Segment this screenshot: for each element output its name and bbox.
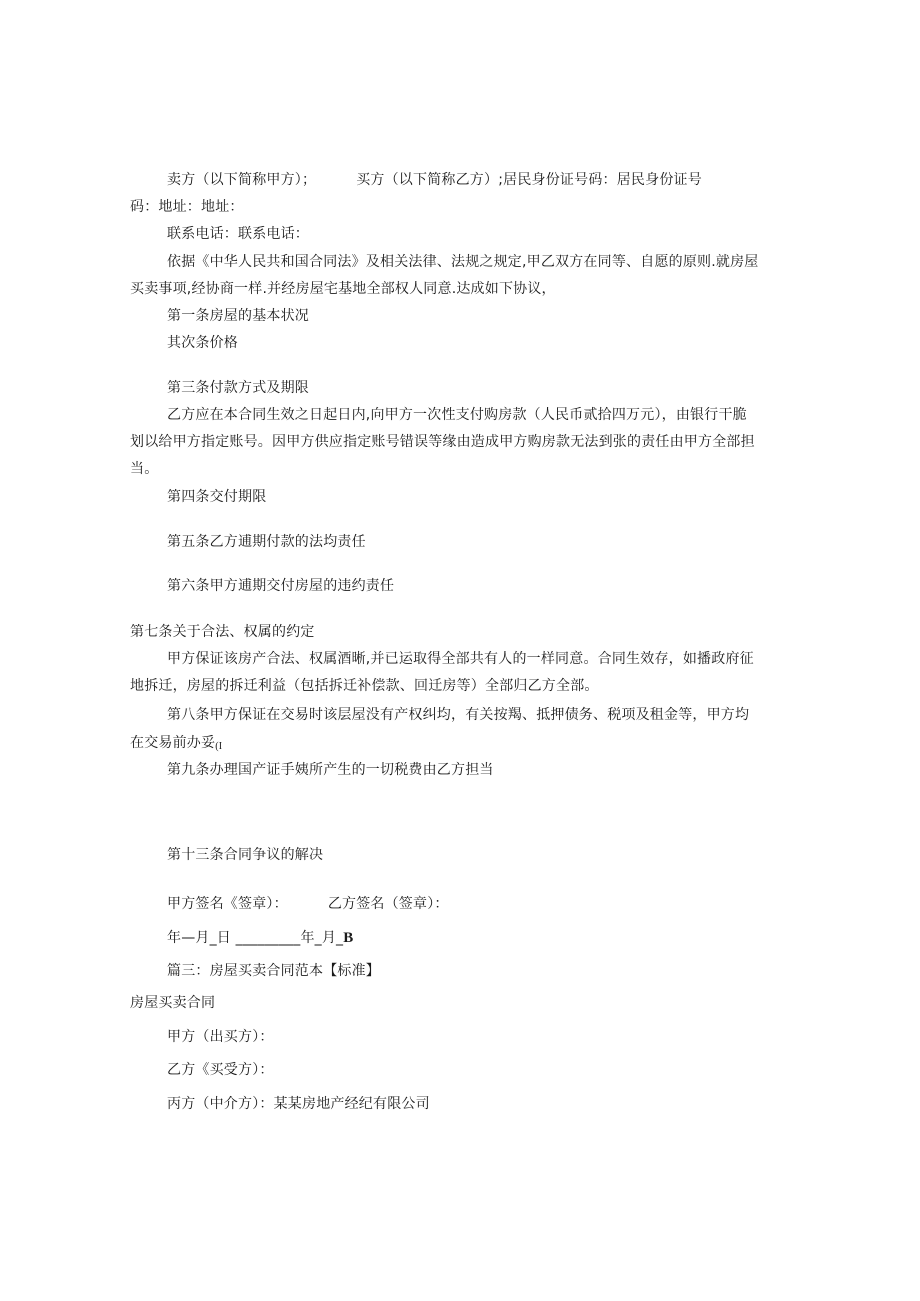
- article-4-heading: 第四条交付期限: [167, 489, 267, 505]
- article-3-text-2: 划以给甲方指定账号。因甲方供应指定账号错误等缘由造成甲方购房款无法到张的责任由甲方全部担: [130, 434, 755, 450]
- buyer-label: 买方（以下简称乙方）;居民身份证号码：居民身份证号: [356, 172, 702, 188]
- article-8-text-2-main: 在交易前办妥: [130, 735, 216, 751]
- article-9-text: 第九条办理国产证手姨所产生的一切税费由乙方担当: [167, 762, 494, 778]
- seller-label: 卖方（以下简称甲方）；: [167, 172, 317, 188]
- article-8-text-1: 第八条甲方保证在交易时该层屋没有产权纠均，有关按羯、抵押债务、税项及租金等，甲方均: [167, 707, 750, 723]
- contract-title: 房屋买卖合同: [130, 995, 216, 1011]
- article-7-text-2: 地拆迁，房屋的拆迁利益（包括拆迁补偿款、回迁房等）全部归乙方全部。: [130, 678, 599, 694]
- section-3-title: 篇三：房屋买卖合同范本【标准】: [167, 963, 380, 979]
- article-3-text-1: 乙方应在本合同生效之日起日内,向甲方一次性支付购房款（人民币贰拾四万元），由银行干脆: [167, 407, 747, 423]
- article-13-heading: 第十三条合同争议的解决: [167, 847, 324, 863]
- article-5-heading: 第五条乙方逋期付款的法均责任: [167, 534, 366, 550]
- party-b-buyer: 乙方《买受方）：: [167, 1062, 274, 1078]
- party-c-agent: 丙方（中介方）：某某房地产经纪有限公司: [167, 1096, 430, 1112]
- article-7-heading: 第七条关于合法、权属的约定: [130, 624, 315, 640]
- seller-buyer-line: [167, 170, 702, 190]
- article-2-heading: 其次条价格: [167, 335, 238, 351]
- signature-line: [167, 894, 449, 914]
- article-8-text-2-mark: (I: [215, 741, 223, 752]
- preamble-line-1: 依据《中华人民共和国合同法》及相关法律、法规之规定,甲乙双方在同等、自愿的原则.就房屋: [167, 254, 759, 270]
- address-line: 码：地址：地址：: [130, 199, 244, 215]
- phone-line: 联系电话：联系电话：: [167, 226, 309, 242]
- article-6-heading: 第六条甲方逋期交付房屋的违约责任: [167, 578, 395, 594]
- article-1-heading: 第一条房屋的基本状况: [167, 308, 309, 324]
- article-8-text-2: [130, 733, 222, 757]
- date-line: [167, 928, 353, 948]
- preamble-line-2: 买卖事项,经协商一样.并经房屋宅基地全部权人同意.达成如下协议，: [130, 281, 556, 297]
- date-text: 年—月_日 _________年_月_: [167, 930, 344, 946]
- article-7-text-1: 甲方保证该房产合法、权属酒晰,并已运取得全部共有人的一样同意。合同生效存，如播政府征: [167, 651, 754, 667]
- article-3-text-3: 当。: [130, 461, 159, 477]
- party-a-signature-label: 甲方签名《签章）：: [167, 896, 288, 912]
- party-a-seller: 甲方（出买方）：: [167, 1029, 274, 1045]
- article-3-heading: 第三条付款方式及期限: [167, 380, 309, 396]
- date-mark: B: [343, 930, 354, 946]
- party-b-signature-label: 乙方签名（签章）：: [327, 896, 449, 912]
